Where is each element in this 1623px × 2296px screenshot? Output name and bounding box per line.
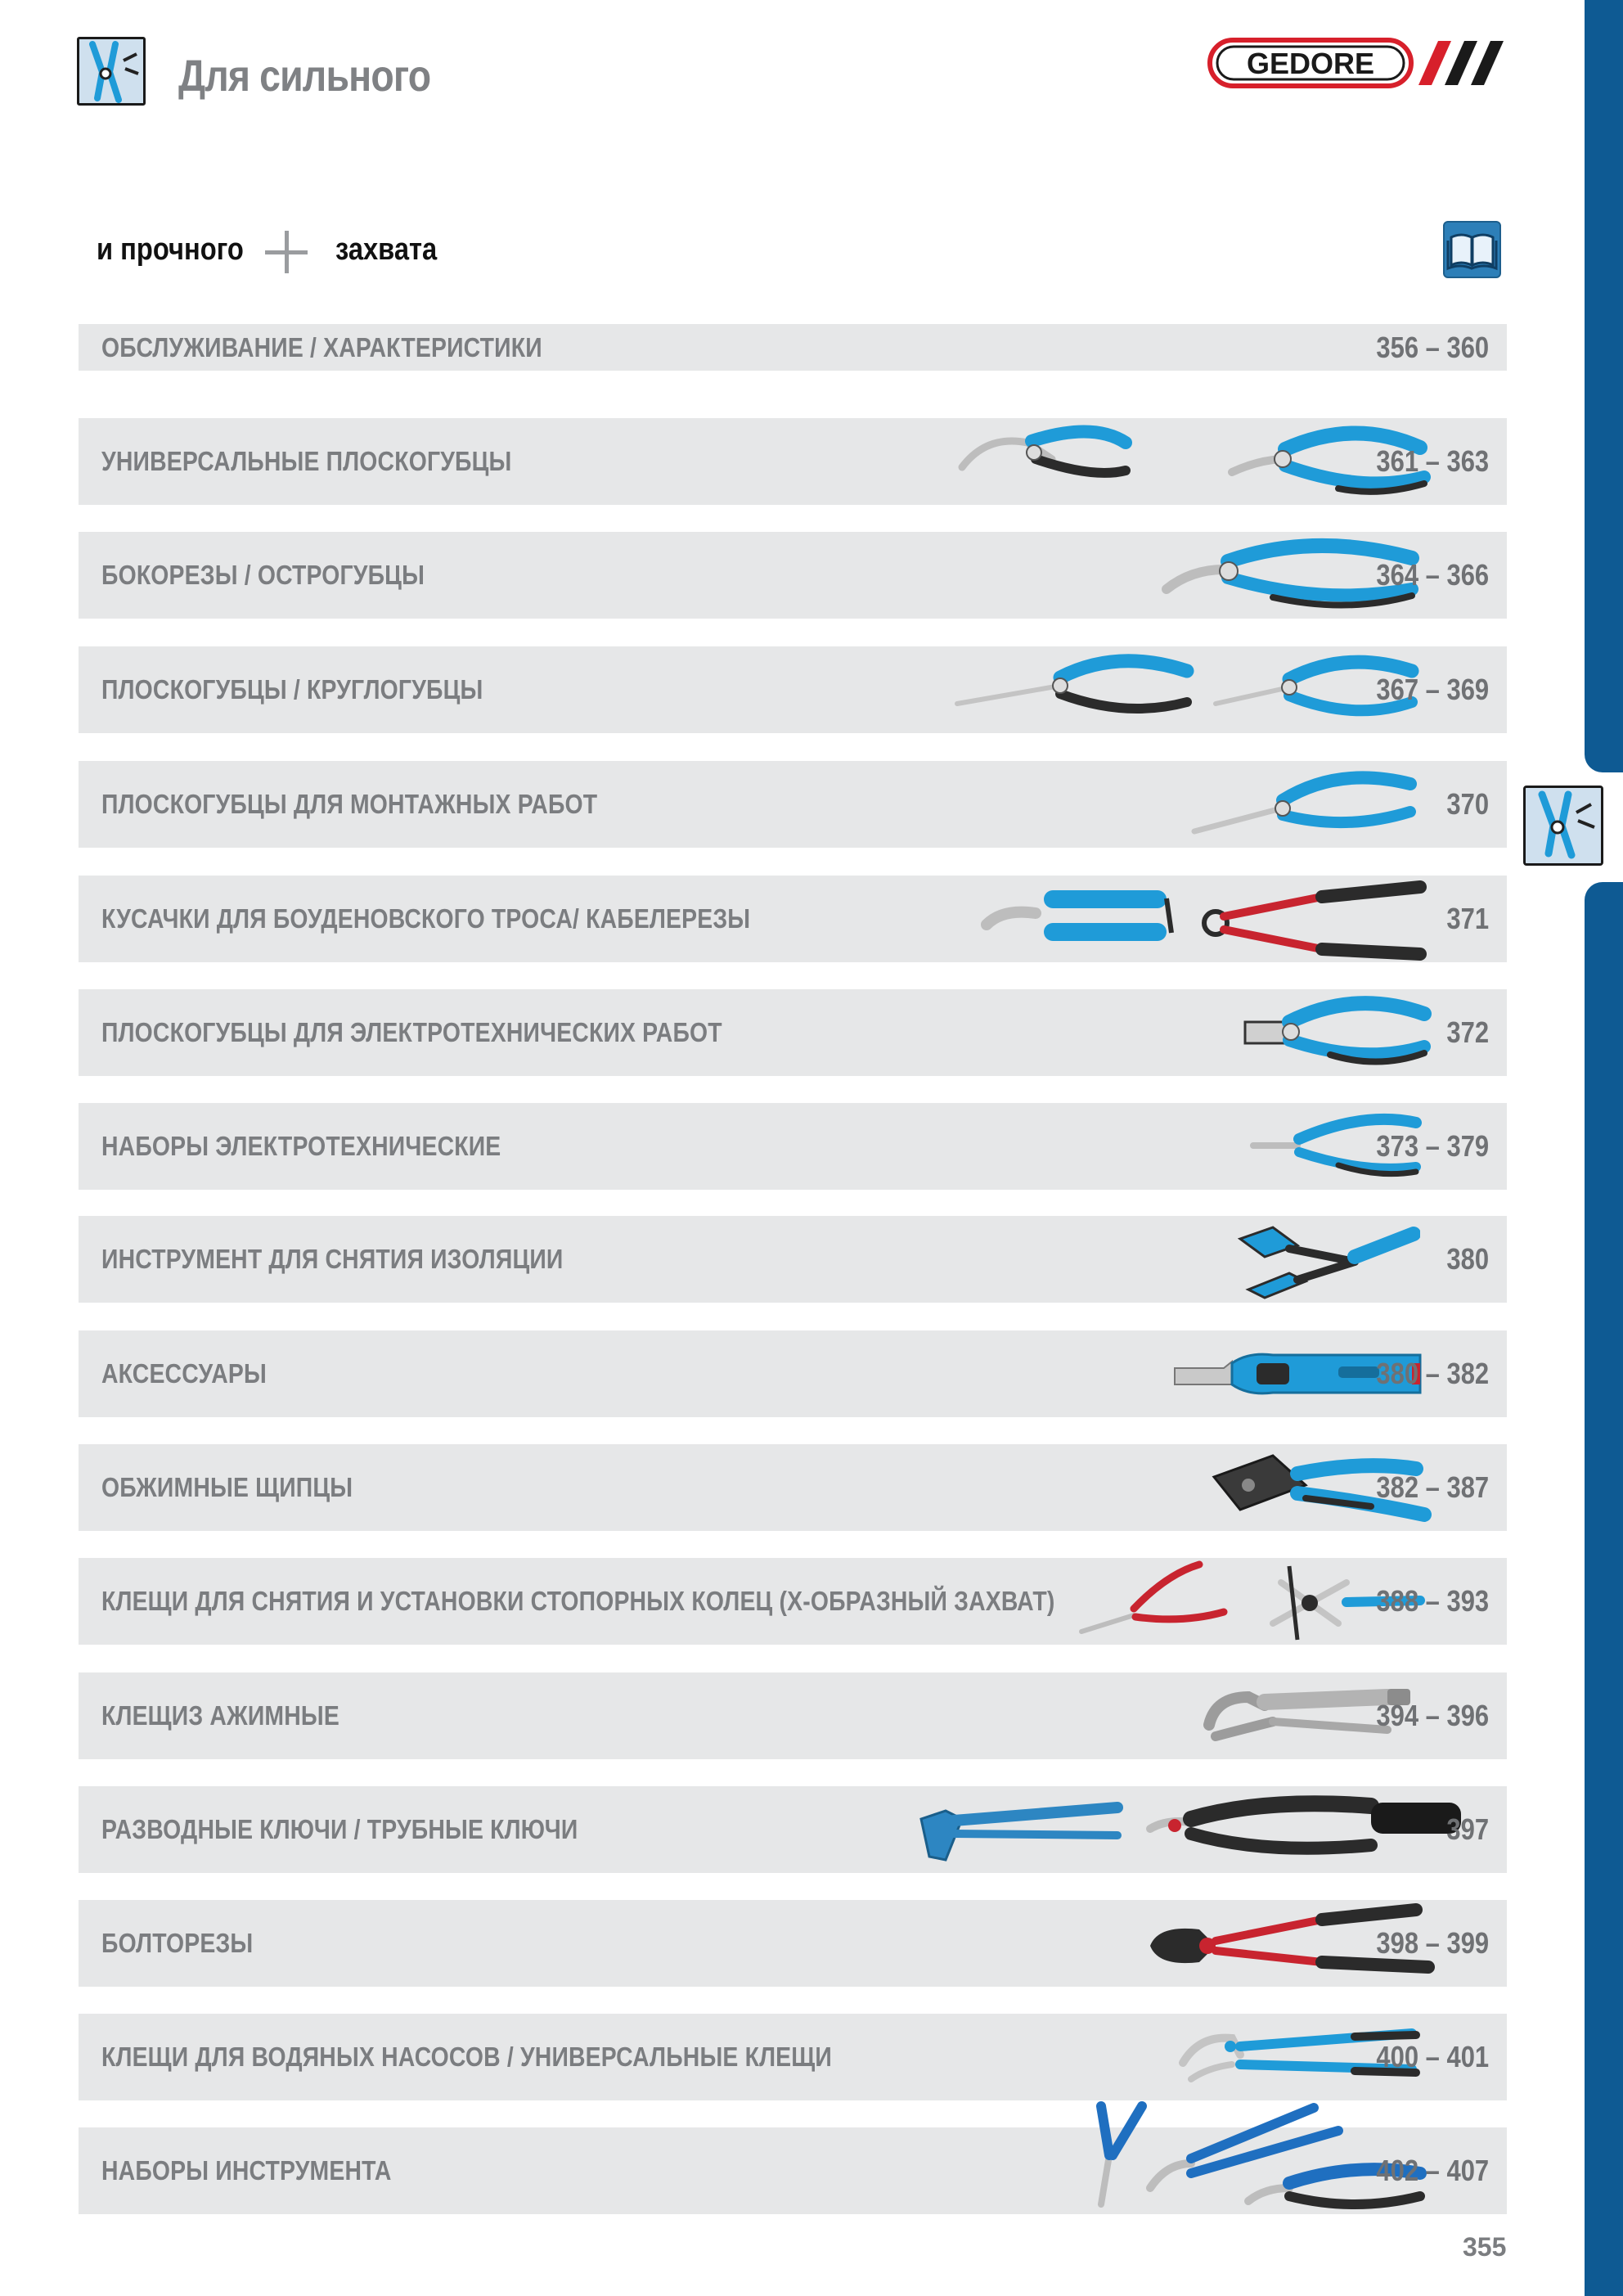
- row-pages[interactable]: 398 – 399: [1376, 1926, 1489, 1960]
- catalog-row-combination-pliers[interactable]: [79, 418, 1507, 505]
- row-pages[interactable]: 388 – 393: [1376, 1584, 1489, 1618]
- row-pages[interactable]: 382 – 387: [1376, 1470, 1489, 1504]
- row-label: БОКОРЕЗЫ / ОСТРОГУБЦЫ: [101, 560, 425, 590]
- long-nose-pliers-icon: [954, 646, 1428, 733]
- subtitle-right: захвата: [335, 232, 438, 267]
- row-pages[interactable]: 372: [1446, 1015, 1489, 1049]
- row-pages[interactable]: 400 – 401: [1376, 2040, 1489, 2073]
- catalog-row-side-cutters[interactable]: [79, 532, 1507, 619]
- row-label: ОБСЛУЖИВАНИЕ / ХАРАКТЕРИСТИКИ: [101, 331, 542, 362]
- chapter-tab-bar-top: [1585, 0, 1623, 772]
- brand-text: GEDORE: [1246, 47, 1375, 80]
- gedore-logo: [1207, 36, 1507, 92]
- catalog-row-electrician-pliers[interactable]: [79, 989, 1507, 1076]
- catalog-row-maintenance[interactable]: [79, 324, 1507, 371]
- book-icon[interactable]: [1443, 221, 1501, 278]
- row-pages[interactable]: 402 – 407: [1376, 2154, 1489, 2187]
- row-label: РАЗВОДНЫЕ КЛЮЧИ / ТРУБНЫЕ КЛЮЧИ: [101, 1814, 578, 1844]
- catalog-row-electrician-sets[interactable]: [79, 1103, 1507, 1190]
- page-number: 355: [1463, 2232, 1507, 2262]
- pliers-icon: [77, 37, 146, 106]
- row-label: НАБОРЫ ИНСТРУМЕНТА: [101, 2155, 392, 2186]
- row-pages[interactable]: 356 – 360: [1376, 330, 1489, 364]
- catalog-row-locking-pliers[interactable]: [79, 1672, 1507, 1759]
- row-label: УНИВЕРСАЛЬНЫЕ ПЛОСКОГУБЦЫ: [101, 446, 512, 476]
- catalog-row-pipe-wrenches[interactable]: [79, 1786, 1507, 1873]
- row-label: КЛЕЩИ ДЛЯ ВОДЯНЫХ НАСОСОВ / УНИВЕРСАЛЬНЫЕ КЛЕЩИ: [101, 2042, 832, 2072]
- catalog-row-accessories[interactable]: [79, 1330, 1507, 1417]
- row-label: БОЛТОРЕЗЫ: [101, 1928, 254, 1958]
- subtitle-left: и прочного: [97, 232, 244, 267]
- catalog-row-cable-cutters[interactable]: [79, 876, 1507, 962]
- wire-stripper-icon: [1224, 1216, 1420, 1303]
- long-nose-pliers-icon: [1191, 761, 1420, 848]
- row-label: ОБЖИМНЫЕ ЩИПЦЫ: [101, 1472, 353, 1502]
- row-pages[interactable]: 371: [1446, 902, 1489, 935]
- catalog-row-assembly-pliers[interactable]: [79, 761, 1507, 848]
- chapter-pliers-icon[interactable]: [1523, 786, 1603, 866]
- row-label: ПЛОСКОГУБЦЫ / КРУГЛОГУБЦЫ: [101, 674, 483, 705]
- row-label: КУСАЧКИ ДЛЯ БОУДЕНОВСКОГО ТРОСА/ КАБЕЛЕРЕЗЫ: [101, 903, 751, 934]
- stripping-pliers-icon: [1240, 989, 1436, 1076]
- row-pages[interactable]: 394 – 396: [1376, 1699, 1489, 1732]
- row-label: КЛЕЩИ ДЛЯ СНЯТИЯ И УСТАНОВКИ СТОПОРНЫХ КОЛЕЦ (Х-ОБРАЗНЫЙ ЗАХВАТ): [101, 1586, 1055, 1616]
- row-pages[interactable]: 370: [1446, 787, 1489, 821]
- row-pages[interactable]: 380: [1446, 1242, 1489, 1276]
- row-label: ПЛОСКОГУБЦЫ ДЛЯ МОНТАЖНЫХ РАБОТ: [101, 789, 598, 819]
- row-label: ПЛОСКОГУБЦЫ ДЛЯ ЭЛЕКТРОТЕХНИЧЕСКИХ РАБОТ: [101, 1017, 722, 1047]
- catalog-row-circlip-pliers[interactable]: [79, 1558, 1507, 1645]
- row-pages[interactable]: 367 – 369: [1376, 673, 1489, 706]
- catalog-row-insulation-tools[interactable]: [79, 1216, 1507, 1303]
- row-label: НАБОРЫ ЭЛЕКТРОТЕХНИЧЕСКИЕ: [101, 1131, 501, 1161]
- row-pages[interactable]: 373 – 379: [1376, 1129, 1489, 1163]
- catalog-row-tool-sets[interactable]: [79, 2127, 1507, 2214]
- row-label: КЛЕЩИЗ АЖИМНЫЕ: [101, 1700, 339, 1731]
- plus-icon: [265, 231, 308, 273]
- row-pages[interactable]: 364 – 366: [1376, 558, 1489, 592]
- combination-pliers-icon: [954, 418, 1436, 505]
- row-pages[interactable]: 380 – 382: [1376, 1357, 1489, 1390]
- row-label: ИНСТРУМЕНТ ДЛЯ СНЯТИЯ ИЗОЛЯЦИИ: [101, 1244, 564, 1274]
- chapter-tab-bar-bottom: [1585, 882, 1623, 2296]
- row-label: АКСЕССУАРЫ: [101, 1358, 267, 1389]
- cable-cutter-icon: [978, 876, 1436, 962]
- pipe-wrench-icon: [913, 1786, 1469, 1873]
- page-title: Для сильного: [178, 52, 431, 101]
- catalog-row-bolt-cutters[interactable]: [79, 1900, 1507, 1987]
- row-pages[interactable]: 361 – 363: [1376, 444, 1489, 478]
- row-pages[interactable]: 397: [1446, 1812, 1489, 1846]
- catalog-row-crimping-pliers[interactable]: [79, 1444, 1507, 1531]
- catalog-row-round-nose[interactable]: [79, 646, 1507, 733]
- catalog-row-water-pump-pliers[interactable]: [79, 2014, 1507, 2100]
